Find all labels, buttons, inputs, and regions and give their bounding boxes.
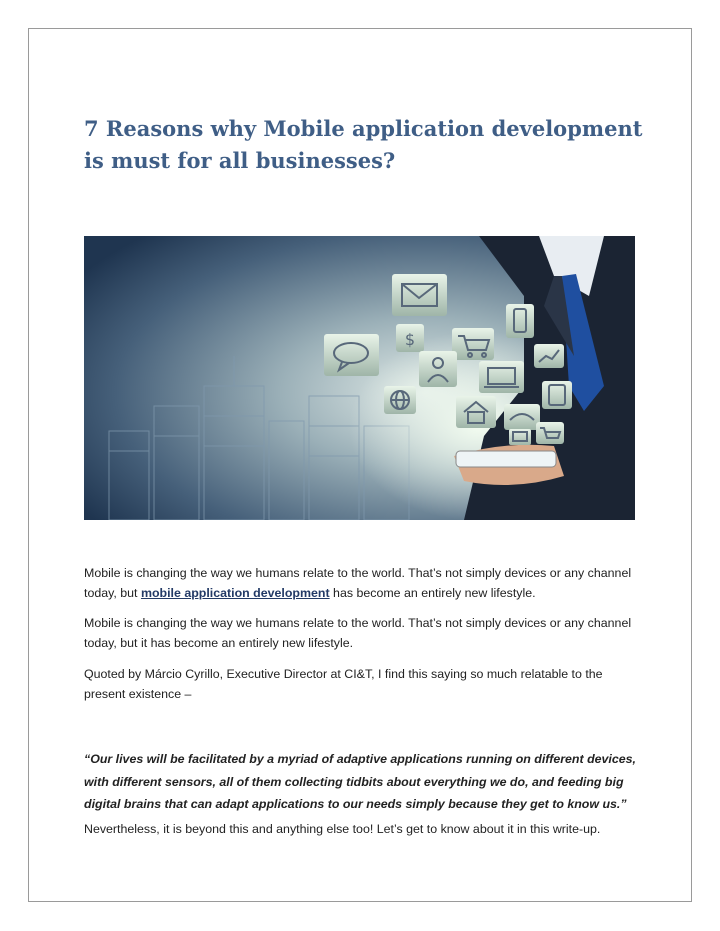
cart-icon (536, 422, 564, 444)
person-icon (419, 351, 457, 387)
laptop-icon (479, 361, 524, 393)
quote-block: “Our lives will be facilitated by a myriad of adaptive applications running on different devices, with different sensors, all of them collecting tidbits about everything we do, and feeding big digital brains that can adapt applications to our needs simply because they get to know us.” (84, 752, 636, 811)
hero-image (84, 236, 635, 520)
closing-paragraph: Nevertheless, it is beyond this and anything else too! Let’s get to know about it in this write-up. (84, 822, 601, 836)
mail-icon (392, 274, 447, 316)
smartphone (456, 451, 556, 467)
svg-text:$: $ (404, 330, 416, 349)
document-title: 7 Reasons why Mobile application development is must for all businesses? (84, 116, 643, 173)
cart-icon (452, 328, 494, 360)
globe-icon (384, 386, 416, 414)
paragraph-3: Quoted by Márcio Cyrillo, Executive Director at CI&T, I find this saying so much relatable to the present existence – (84, 667, 603, 701)
mobile-app-dev-link[interactable]: mobile application development (140, 585, 330, 600)
intro-text-after-link: has become an entirely new lifestyle. (329, 585, 536, 600)
home-icon (456, 396, 496, 428)
mail-icon (509, 429, 531, 445)
chat-icon (324, 334, 379, 376)
phone-icon (506, 304, 534, 338)
tablet-icon (542, 381, 572, 409)
dollar-icon (396, 324, 424, 352)
chart-icon (534, 344, 564, 368)
intro-text-before-link: Mobile is changing the way we humans relate to the world. That’s not simply devices or any channel today, but (84, 566, 632, 600)
handshake-icon (504, 404, 540, 430)
paragraph-2: Mobile is changing the way we humans relate to the world. That’s not simply devices or any channel today, but it has become an entirely new lifestyle. (84, 616, 632, 650)
intro-paragraph (84, 564, 644, 603)
